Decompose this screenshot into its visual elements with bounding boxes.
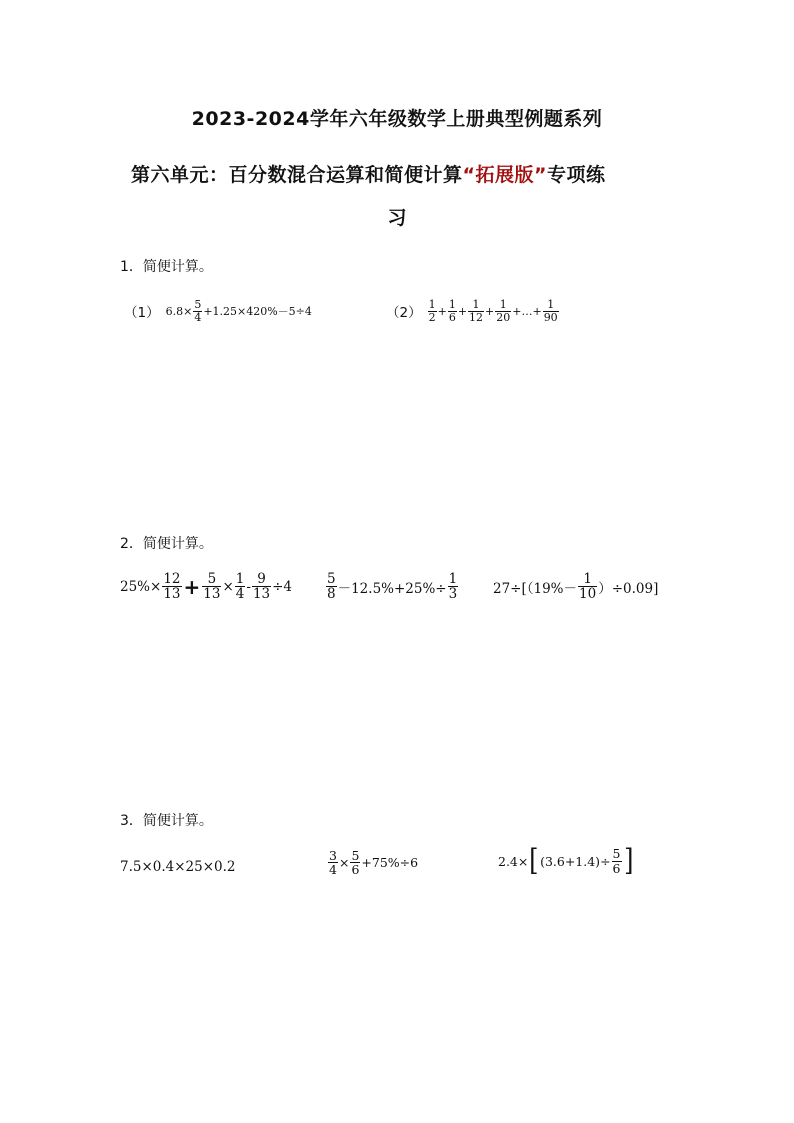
denominator: 4 [235, 586, 245, 603]
numerator: 5 [327, 571, 336, 587]
fraction [428, 299, 437, 323]
question-3-item-1 [120, 859, 236, 875]
fraction [578, 572, 597, 601]
denominator: 13 [252, 586, 271, 603]
fraction [162, 572, 181, 601]
right-bracket: ] [623, 843, 634, 878]
fraction [448, 299, 457, 323]
question-3-item-2 [327, 849, 418, 876]
denominator: 6 [448, 310, 456, 324]
denominator: 4 [329, 862, 337, 878]
operator: + [485, 304, 495, 318]
denominator: 2 [428, 310, 436, 324]
expr-text: 2.4× [498, 853, 529, 869]
numerator: 1 [547, 298, 555, 311]
numerator: 1 [472, 298, 480, 311]
expr-text: 25%× [120, 578, 162, 595]
question-2-item-2 [325, 572, 459, 601]
question-3-header: 3．简便计算。 [120, 813, 213, 829]
operator: + [183, 574, 201, 599]
fraction [612, 847, 622, 874]
denominator: 90 [543, 310, 558, 324]
fraction [448, 572, 459, 601]
expr-text: +1.25×420%－5÷4 [203, 305, 312, 319]
numerator: 1 [499, 298, 507, 311]
fraction [252, 572, 271, 601]
operator: + [457, 304, 468, 318]
numerator: 5 [612, 846, 621, 862]
expr-text: +75%÷6 [361, 855, 419, 871]
denominator: 20 [496, 310, 511, 324]
denominator: 6 [612, 860, 621, 876]
denominator: 12 [469, 310, 484, 324]
denominator: 3 [448, 586, 458, 603]
numerator: 1 [428, 298, 436, 311]
expr-text: (3.6+1.4)÷ [540, 853, 611, 869]
numerator: 5 [194, 298, 202, 311]
question-2-item-1 [120, 572, 292, 601]
subtitle-highlight: “拓展版” [462, 164, 547, 186]
denominator: 13 [203, 586, 221, 603]
expr-text: 27÷[（19%－ [493, 580, 578, 597]
operator: - [246, 578, 251, 595]
left-bracket: [ [529, 843, 539, 878]
fraction [543, 299, 559, 323]
numerator: 1 [583, 571, 592, 587]
fraction [235, 572, 246, 601]
numerator: 3 [329, 848, 337, 863]
expr-text: ）÷0.09] [598, 580, 659, 597]
item-label: （2） [386, 305, 422, 322]
expr-text: 7.5×0.4×25×0.2 [120, 859, 236, 875]
operator: +…+ [512, 304, 542, 318]
denominator: 8 [327, 586, 336, 603]
item-label: （1） [124, 305, 160, 322]
expr-text: 6.8× [165, 304, 193, 318]
denominator: 10 [579, 586, 597, 603]
fraction [350, 849, 360, 876]
denominator: 4 [194, 310, 202, 324]
question-3-item-3 [498, 843, 634, 878]
fraction [328, 849, 338, 876]
question-1-item-2 [386, 299, 560, 323]
numerator: 5 [207, 571, 217, 587]
denominator: 13 [163, 586, 181, 603]
expr-text: ÷4 [272, 578, 293, 595]
operator: + [437, 304, 447, 318]
numerator: 12 [163, 571, 181, 587]
subtitle-suffix: 专项练 [547, 164, 606, 186]
operator: × [338, 855, 350, 871]
fraction [202, 572, 221, 601]
document-subtitle [131, 160, 671, 187]
question-2-header: 2．简便计算。 [120, 536, 213, 552]
subtitle-prefix: 第六单元：百分数混合运算和简便计算 [131, 164, 463, 186]
denominator: 6 [351, 862, 360, 878]
fraction [468, 299, 484, 323]
question-1-item-1 [124, 299, 312, 323]
numerator: 1 [448, 298, 456, 311]
document-subtitle-continuation: 习 [387, 207, 407, 229]
numerator: 5 [351, 848, 360, 863]
numerator: 9 [257, 571, 266, 587]
fraction [326, 572, 337, 601]
document-title: 2023-2024学年六年级数学上册典型例题系列 [191, 108, 603, 130]
expr-text: －12.5%+25%÷ [337, 580, 447, 597]
operator: × [222, 578, 234, 595]
numerator: 1 [448, 571, 458, 587]
question-2-item-3 [493, 572, 658, 601]
fraction [495, 299, 511, 323]
question-1-header: 1．简便计算。 [120, 259, 213, 275]
fraction [193, 299, 202, 323]
numerator: 1 [235, 571, 245, 587]
